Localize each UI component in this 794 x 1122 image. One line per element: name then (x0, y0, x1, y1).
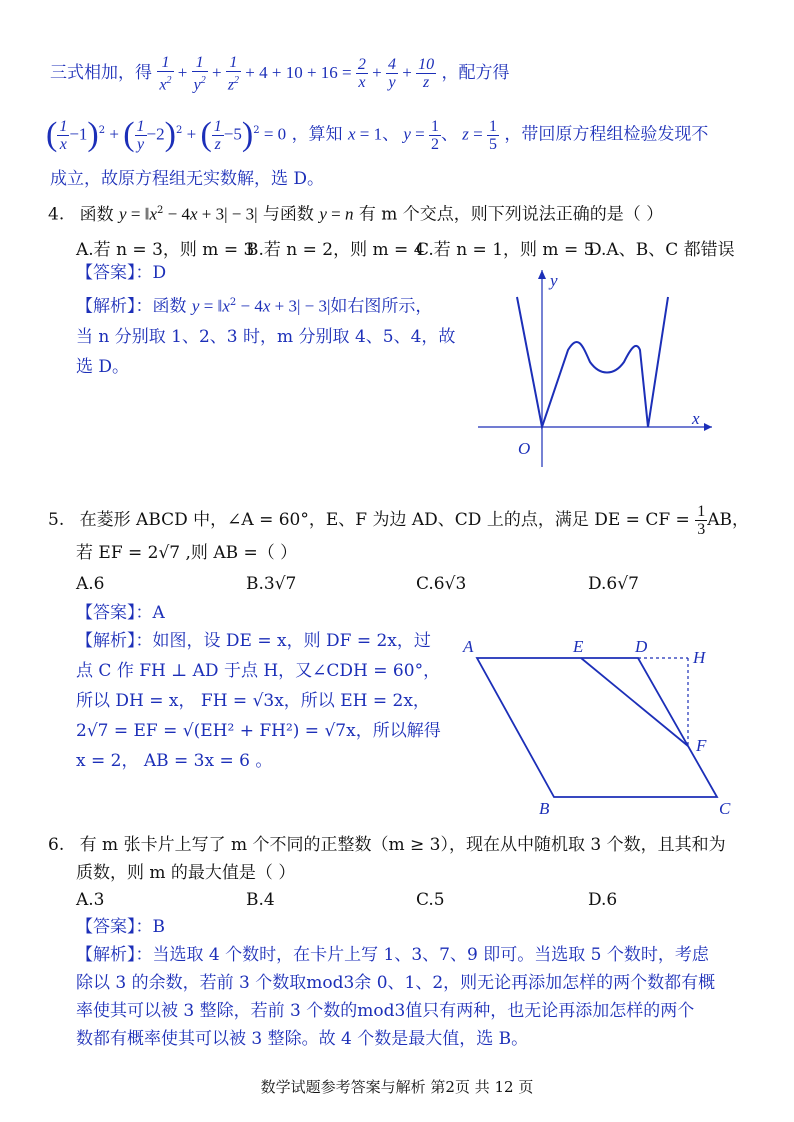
rhombus-abcd (477, 658, 717, 797)
q3-line1-suffix: ，配方得 (441, 63, 510, 83)
q6-analysis-line4: 数都有概率使其可以被 3 整除。故 4 个数是最大值，选 B。 (76, 1029, 529, 1049)
q5-option-b: B.3√7 (246, 574, 297, 594)
q6-answer-label: 【答案】： (76, 917, 153, 937)
q5-analysis-line5: x = 2， AB = 3x = 6 。 (76, 751, 273, 771)
q3-line2-tail: ，带回原方程组检验发现不 (504, 124, 709, 145)
y-axis-label: y (550, 271, 558, 290)
q5-option-a: A.6 (76, 574, 105, 594)
frac-1-z: $\frac{1}{z}$ (213, 117, 222, 153)
q5-stem-line1 (48, 498, 749, 542)
q6-answer (76, 916, 165, 938)
q4-stem-mid: 与函数 (262, 204, 314, 225)
page-footer: 数学试题参考答案与解析 第2页 共 12 页 (260, 1078, 534, 1096)
q4-answer-value: D (152, 263, 167, 283)
q4-option-a: A.若 n = 3，则 m = 3 (76, 240, 255, 260)
q3-line2-middle: ，算知 (291, 124, 343, 145)
q3-line1: 三式相加，得 $\frac{1}{x^2}$ + $\frac{1}{y^2}$ + $\frac{1}{z^2}$ + 4 + 10 + 16 = $\frac{2}{x}$ + $\frac{4}{y}$ + $\frac{10}{z}$ ，配方得 (50, 53, 510, 94)
q4-analysis-1a: 函数 (152, 296, 187, 317)
q6-stem-1: 有 m 张卡片上写了 m 个不同的正整数（m ≥ 3），现在从中随机取 3 个数，且其和为 (79, 835, 726, 855)
point-h-label: H (693, 648, 706, 667)
q5-answer (76, 602, 165, 624)
frac-1-x: $\frac{1}{x}$ (59, 117, 68, 153)
frac-1-5: $\frac{1}{5}$ (488, 117, 497, 153)
q6-analysis-label: 【解析】： (76, 945, 153, 965)
q6-option-c: C.5 (416, 890, 445, 910)
q5-option-d: D.6√7 (588, 574, 639, 594)
q6-option-b: B.4 (246, 890, 275, 910)
frac-1-y2: $\frac{1}{y^2}$ (193, 53, 206, 94)
point-f-label: F (696, 736, 707, 755)
x-axis-arrow (704, 423, 712, 431)
q4-answer (76, 262, 166, 284)
q3-line1-prefix: 三式相加，得 (50, 63, 152, 83)
segment-ef (581, 658, 688, 746)
q5-analysis-line3: 所以 DH = x， FH = √3x，所以 EH = 2x， (76, 691, 430, 711)
q4-analysis-1b: 如右图所示， (330, 296, 433, 317)
q4-stem-suffix: 有 m 个交点，则下列说法正确的是（ ） (358, 204, 664, 225)
frac-1-3: $\frac{1}{3}$ (697, 503, 706, 538)
function-curve (517, 297, 668, 427)
frac-2-x: $\frac{2}{x}$ (357, 56, 366, 91)
q4-analysis-line2: 当 n 分别取 1、2、3 时，m 分别取 4、5、4，故 (76, 327, 456, 347)
q6-stem-line1 (48, 834, 726, 856)
q6-number: 6. (48, 835, 65, 855)
q6-option-d: D.6 (588, 890, 618, 910)
frac-4-y: $\frac{4}{y}$ (388, 56, 396, 91)
vertex-d-label: D (635, 637, 648, 656)
q5-analysis-label: 【解析】： (76, 631, 153, 651)
q4-stem: 4. 函数 $y = ‖x^2 - 4x + 3| - 3|$ 与函数 y = n 有 m 个交点，则下列说法正确的是（ ） (48, 204, 664, 225)
vertex-c-label: C (719, 799, 731, 818)
q4-number: 4. (48, 204, 65, 225)
point-e-label: E (573, 637, 584, 656)
q5-analysis-line1 (76, 630, 431, 652)
q4-analysis-line3: 选 D。 (76, 357, 130, 377)
q5-answer-label: 【答案】： (76, 603, 153, 623)
q6-analysis-1: 当选取 4 个数时，在卡片上写 1、3、7、9 即可。当选取 5 个数时，考虑 (152, 945, 709, 965)
q3-line3: 成立，故原方程组无实数解，选 D。 (50, 169, 325, 189)
frac-1-y: $\frac{1}{y}$ (136, 117, 145, 153)
q4-function-graph (470, 262, 720, 472)
q4-analysis-label: 【解析】： (76, 296, 153, 317)
x-axis-label: x (692, 409, 700, 428)
q4-analysis-line1: 【解析】：函数 $y = ‖x^2 - 4x + 3| - 3|$如右图所示， (76, 296, 433, 317)
q6-analysis-line3: 率使其可以被 3 整除，若前 3 个数的mod3值只有两种，也无论再添加怎样的两个 (76, 1001, 695, 1021)
origin-label: O (518, 439, 531, 458)
frac-1-2: $\frac{1}{2}$ (431, 117, 439, 153)
q4-option-d: D.A、B、C 都错误 (588, 240, 735, 260)
q6-analysis-line1 (76, 944, 709, 966)
q6-answer-value: B (152, 917, 165, 937)
q5-analysis-line2: 点 C 作 FH ⊥ AD 于点 H，又∠CDH = 60°， (76, 661, 441, 681)
q4-option-b: B.若 n = 2，则 m = 4 (246, 240, 425, 260)
y-axis-arrow (538, 270, 546, 279)
q5-analysis-1: 如图，设 DE = x，则 DF = 2x，过 (152, 631, 431, 651)
frac-1-x2: $\frac{1}{x^2}$ (159, 53, 172, 94)
vertex-b-label: B (539, 799, 550, 818)
q6-stem-line2: 质数，则 m 的最大值是（ ） (76, 863, 296, 883)
q5-stem-1a: 在菱形 ABCD 中，∠A = 60°，E、F 为边 AD、CD 上的点，满足 DE = CF = (79, 510, 690, 530)
q4-answer-label: 【答案】： (76, 263, 153, 283)
q6-analysis-line2: 除以 3 的余数，若前 3 个数取mod3余 0、1、2，则无论再添加怎样的两个数都有概 (76, 973, 716, 993)
q5-stem-1b: AB， (707, 510, 749, 530)
q6-option-a: A.3 (76, 890, 105, 910)
q4-option-c: C.若 n = 1，则 m = 5 (416, 240, 595, 260)
q5-rhombus-figure (455, 630, 745, 820)
q5-option-c: C.6√3 (416, 574, 467, 594)
q5-number: 5. (48, 510, 65, 530)
q3-line2: ( $\frac{1}{x}$ −1)$^2$ + ( $\frac{1}{y}$ −2)$^2$ + ( $\frac{1}{z}$ −5)$^2$ = 0 ，算知 x = 1、 y = $\frac{1}{2}$ 、 z = $\frac{1}{5}$ ，带回原方程组检验发现不 (46, 116, 709, 154)
q5-answer-value: A (152, 603, 165, 623)
q4-stem-prefix: 函数 (79, 204, 114, 225)
q5-analysis-line4: 2√7 = EF = √(EH² + FH²) = √7x，所以解得 (76, 721, 441, 741)
vertex-a-label: A (463, 637, 474, 656)
frac-10-z: $\frac{10}{z}$ (418, 56, 435, 91)
frac-1-z2: $\frac{1}{z^2}$ (227, 53, 240, 94)
q5-stem-line2: 若 EF = 2√7 ,则 AB =（ ） (76, 543, 298, 563)
